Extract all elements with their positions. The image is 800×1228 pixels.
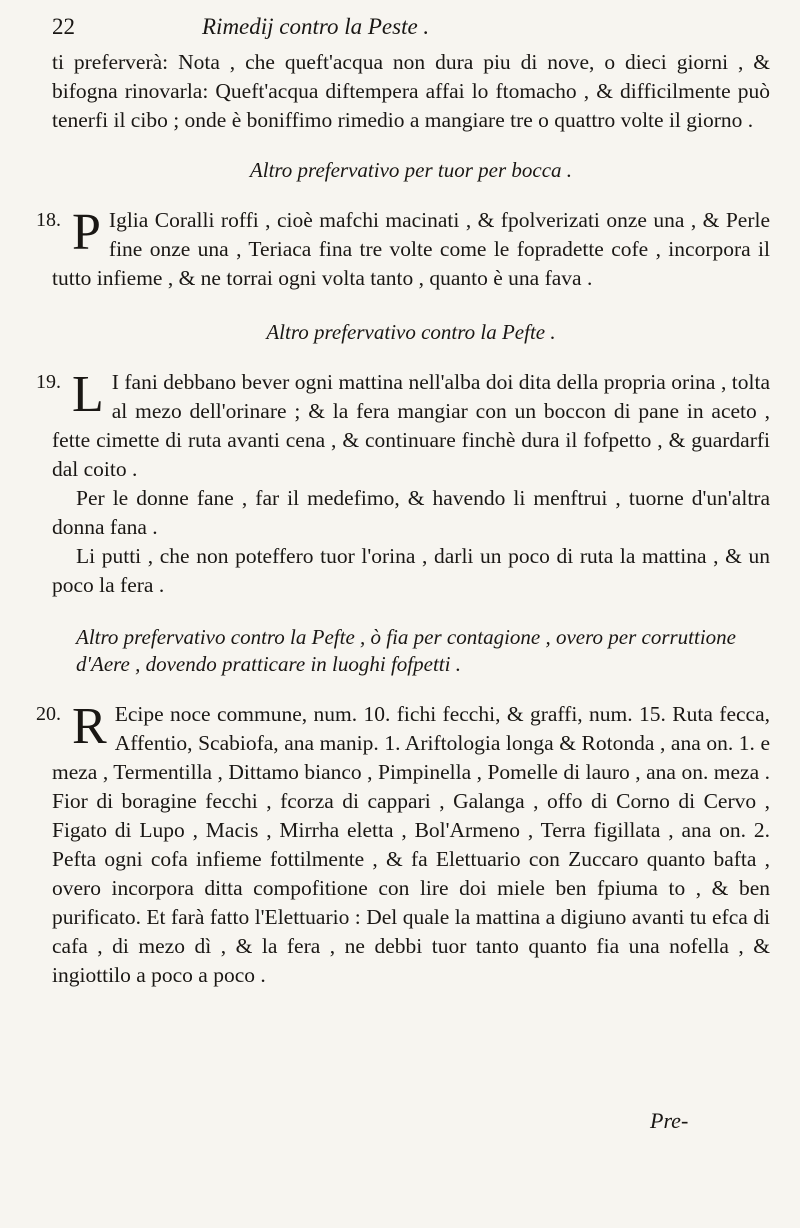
running-head [52,14,770,48]
book-page [36,14,770,990]
section-19-body: I fani debbano bever ogni mattina nell'alba doi dita della propria orina , tolta al mezo dell'orinare ; & la fera mangiar con un boccon di pane in aceto , fette cimette di ruta avanti cena , & continuare finchè dura il fofpetto , & guardarfi dal coito . [52,370,770,481]
section-19-number: 19. [36,371,61,393]
continuation-paragraph: ti preferverà: Nota , che queft'acqua non dura piu di nove, o dieci giorni , & bifogna rinovarla: Queft'acqua diftempera affai lo ftomacho , & difficilmente può tenerfi il cibo ; onde è boniffimo rimedio a mangiare tre o quattro volte il giorno . [52,50,770,132]
section-18-body: Iglia Coralli roffi , cioè mafchi macinati , & fpolverizati onze una , & Perle fine onze una , Teriaca fina tre volte come le fopradette cofe , incorpora il tutto infieme , & ne torrai ogni volta tanto , quanto è una fava . [52,208,770,290]
section-20-number: 20. [36,703,61,725]
section-19-dropcap: L [72,366,104,423]
catchword: Pre- [650,1108,689,1133]
section-19-heading: Altro prefervativo contro la Pefte . [266,320,556,344]
section-20-heading: Altro prefervativo contro la Pefte , ò fia per contagione , overo per corruttione d'Aere , dovendo pratticare in luoghi fofpetti . [76,625,737,676]
section-18-text [52,206,770,293]
section-19-paragraph-women: Per le donne fane , far il medefimo, & havendo li menftrui , tuorne d'un'altra donna fana . [52,486,770,539]
section-19-text [52,368,770,484]
page-number: 22 [52,14,75,39]
running-title: Rimedij contro la Peste . [202,14,430,39]
section-18-dropcap: P [72,204,101,261]
section-18-heading: Altro prefervativo per tuor per bocca . [249,158,573,182]
section-20-entry [36,698,770,990]
section-18-entry [36,204,770,293]
section-19-paragraph-children: Li putti , che non poteffero tuor l'orina , darli un poco di ruta la mattina , & un poco la fera . [52,544,770,597]
section-20-dropcap: R [72,698,107,755]
section-18-number: 18. [36,209,61,231]
section-19-entry [36,366,770,600]
section-20-body: Ecipe noce commune, num. 10. fichi fecchi, & graffi, num. 15. Ruta fecca, Affentio, Scabiofa, ana manip. 1. Ariftologia longa & Rotonda , ana on. 1. e meza , Termentilla , Dittamo bianco , Pimpinella , Pomelle di lauro , ana on. meza . Fior di boragine fecchi , fcorza di cappari , Galanga , offo di Corno di Cervo , Figato di Lupo , Macis , Mirrha eletta , Bol'Armeno , Terra figillata , ana on. 2. Pefta ogni cofa infieme fottilmente , & fa Elettuario con Zuccaro quanto bafta , overo incorpora ditta compofitione con lire doi miele ben fpiuma to , & ben purificato. Et farà fatto l'Elettuario : Del quale la mattina a digiuno avanti tu efca di cafa , di mezo dì , & la fera , ne debbi tuor tanto quanto fia una nofella , & ingiottilo a poco a poco . [52,702,770,987]
section-20-text [52,700,770,990]
